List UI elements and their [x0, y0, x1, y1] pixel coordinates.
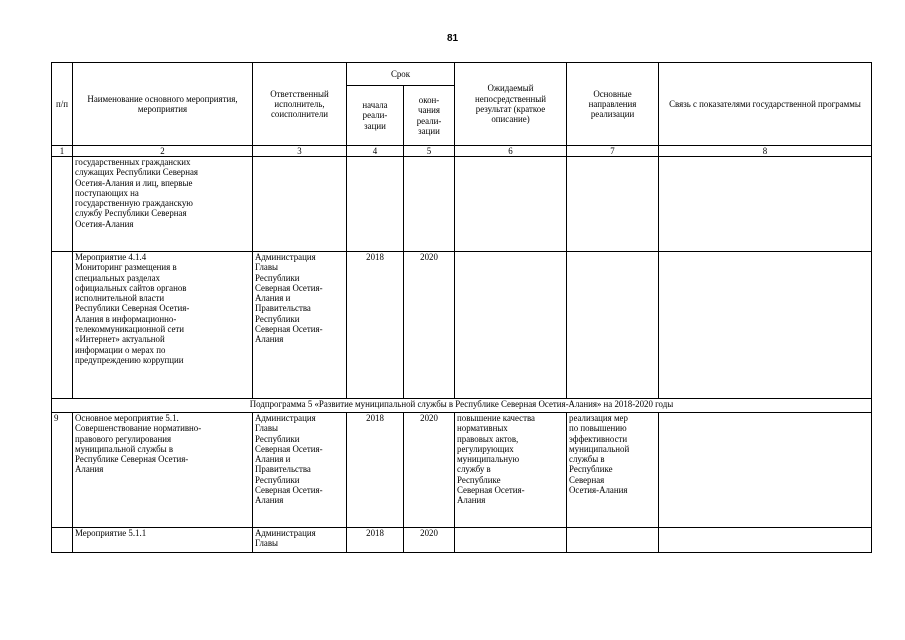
- row-name: Мероприятие 4.1.4 Мониторинг размещения в специальных разделах официальных сайтов органов исполнительной власти Республики Северная Осетия- Алания в информационно- телекоммуникационной сети «Интернет» актуальной информации о мерах по предупреждению коррупции: [73, 252, 253, 399]
- column-number: 2: [73, 146, 253, 157]
- row-start: 2018: [347, 413, 404, 528]
- row-directions: [567, 528, 659, 553]
- page-number: 81: [446, 33, 459, 44]
- row-directions: [567, 157, 659, 252]
- column-numbers-row: [52, 146, 872, 157]
- row-responsible: Администрация Главы Республики Северная Осетия- Алания и Правительства Республики Северная Осетия- Алания: [253, 252, 347, 399]
- table-row: [52, 413, 872, 528]
- row-end: 2020: [404, 252, 455, 399]
- column-number: 1: [52, 146, 73, 157]
- row-num: [52, 528, 73, 553]
- row-responsible: [253, 157, 347, 252]
- subprogram-title: Подпрограмма 5 «Развитие муниципальной службы в Республике Северная Осетия-Алания» на 2018-2020 годы: [52, 399, 872, 413]
- table-row: [52, 252, 872, 399]
- header-link: Связь с показателями государственной программы: [659, 63, 872, 146]
- column-number: 6: [455, 146, 567, 157]
- header-responsible: Ответственный исполнитель, соисполнители: [253, 63, 347, 146]
- row-directions: реализация мер по повышению эффективности муниципальной службы в Республике Северная Осетия-Алания: [567, 413, 659, 528]
- row-responsible: Администрация Главы Республики Северная Осетия- Алания и Правительства Республики Северная Осетия- Алания: [253, 413, 347, 528]
- row-directions: [567, 252, 659, 399]
- row-num: [52, 157, 73, 252]
- measures-table: [51, 62, 872, 553]
- row-link: [659, 413, 872, 528]
- row-result: повышение качества нормативных правовых актов, регулирующих муниципальную службу в Республике Северная Осетия- Алания: [455, 413, 567, 528]
- table-row: [52, 528, 872, 553]
- row-name: Основное мероприятие 5.1. Совершенствование нормативно- правового регулирования муниципальной службы в Республике Северная Осетия- Алания: [73, 413, 253, 528]
- row-link: [659, 528, 872, 553]
- table-header: [52, 63, 872, 157]
- row-result: [455, 528, 567, 553]
- row-end: 2020: [404, 413, 455, 528]
- row-result: [455, 252, 567, 399]
- column-number: 8: [659, 146, 872, 157]
- header-start: начала реали- зации: [347, 86, 404, 146]
- header-directions: Основные направления реализации: [567, 63, 659, 146]
- row-responsible: Администрация Главы: [253, 528, 347, 553]
- header-end: окон- чания реали- зации: [404, 86, 455, 146]
- header-term: Срок: [347, 63, 455, 86]
- subprogram-row: [52, 399, 872, 413]
- row-link: [659, 157, 872, 252]
- row-name: Мероприятие 5.1.1: [73, 528, 253, 553]
- row-result: [455, 157, 567, 252]
- row-num: [52, 252, 73, 399]
- row-start: [347, 157, 404, 252]
- row-name: государственных гражданских служащих Республики Северная Осетия-Алания и лиц, впервые поступающих на государственную гражданскую службу Республики Северная Осетия-Алания: [73, 157, 253, 252]
- column-number: 3: [253, 146, 347, 157]
- header-num: п/п: [52, 63, 73, 146]
- row-start: 2018: [347, 528, 404, 553]
- column-number: 7: [567, 146, 659, 157]
- column-number: 4: [347, 146, 404, 157]
- row-link: [659, 252, 872, 399]
- header-result: Ожидаемый непосредственный результат (краткое описание): [455, 63, 567, 146]
- row-start: 2018: [347, 252, 404, 399]
- table-row: [52, 157, 872, 252]
- header-name: Наименование основного мероприятия, мероприятия: [73, 63, 253, 146]
- column-number: 5: [404, 146, 455, 157]
- row-end: [404, 157, 455, 252]
- row-end: 2020: [404, 528, 455, 553]
- row-num: 9: [52, 413, 73, 528]
